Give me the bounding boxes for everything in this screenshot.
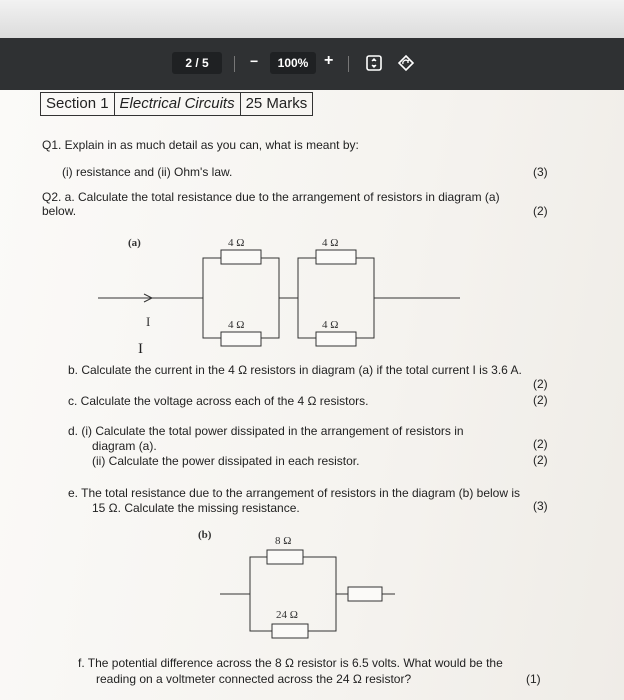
missing-resistor [348, 587, 382, 601]
toolbar-divider [234, 56, 235, 72]
section-marks: 25 Marks [245, 95, 308, 112]
cursor-label: I [138, 341, 143, 357]
q2f-line1: f. The potential difference across the 8 Ω resistor is 6.5 volts. What would be the [78, 656, 503, 670]
pdf-toolbar [0, 38, 624, 90]
r-top-left-label: 4 Ω [228, 237, 245, 249]
q2c-text: c. Calculate the voltage across each of the 4 Ω resistors. [68, 394, 369, 408]
q2f-line2: reading on a voltmeter connected across the 24 Ω resistor? [96, 672, 412, 686]
q1-parts: (i) resistance and (ii) Ohm's law. [62, 165, 233, 179]
section-label: Section 1 [41, 93, 115, 115]
r-bottom-label: 24 Ω [276, 609, 298, 621]
browser-top-strip [0, 0, 624, 38]
section-topic: Electrical Circuits [115, 93, 241, 115]
diagram-a-label: (a) [128, 237, 141, 249]
current-label: I [146, 314, 151, 329]
q2b-text: b. Calculate the current in the 4 Ω resistors in diagram (a) if the total current I is 3.6 A. [68, 363, 522, 377]
diagram-a [90, 228, 470, 368]
r-top-right-label: 4 Ω [322, 237, 339, 249]
q2d-line3: (ii) Calculate the power dissipated in each resistor. [92, 454, 360, 468]
fit-page-icon[interactable] [366, 55, 382, 71]
q2f-marks: (1) [526, 672, 541, 686]
page-indicator[interactable]: 2 / 5 [172, 52, 222, 74]
section-header [40, 92, 313, 116]
toolbar-divider [348, 56, 349, 72]
q2d-marks1: (2) [533, 437, 548, 451]
q2a-marks: (2) [533, 204, 548, 218]
zoom-level[interactable]: 100% [270, 52, 316, 74]
document-page [0, 90, 624, 700]
q2d-line1: d. (i) Calculate the total power dissipated in the arrangement of resistors in [68, 424, 464, 438]
q2e-marks: (3) [533, 499, 548, 513]
q2b-marks: (2) [533, 377, 548, 391]
r-bottom-right-label: 4 Ω [322, 319, 339, 331]
q2a-line2: below. [42, 204, 77, 218]
q2a-line1: Q2. a. Calculate the total resistance due to the arrangement of resistors in diagram (a) [42, 190, 500, 204]
q2d-marks2: (2) [533, 453, 548, 467]
q2d-line2: diagram (a). [92, 439, 157, 453]
rotate-icon[interactable] [397, 54, 415, 72]
q2e-line2: 15 Ω. Calculate the missing resistance. [92, 501, 300, 515]
diagram-b [190, 524, 400, 644]
q1-prompt: Q1. Explain in as much detail as you can, what is meant by: [42, 138, 359, 152]
q2e-line1: e. The total resistance due to the arrangement of resistors in the diagram (b) below is [68, 486, 521, 500]
q2c-marks: (2) [533, 393, 548, 407]
diagram-b-label: (b) [198, 529, 212, 541]
q1-marks: (3) [533, 165, 548, 179]
r-top-label: 8 Ω [275, 535, 292, 547]
zoom-out-button[interactable]: − [250, 53, 259, 69]
zoom-in-button[interactable]: + [324, 52, 334, 69]
r-bottom-left-label: 4 Ω [228, 319, 245, 331]
